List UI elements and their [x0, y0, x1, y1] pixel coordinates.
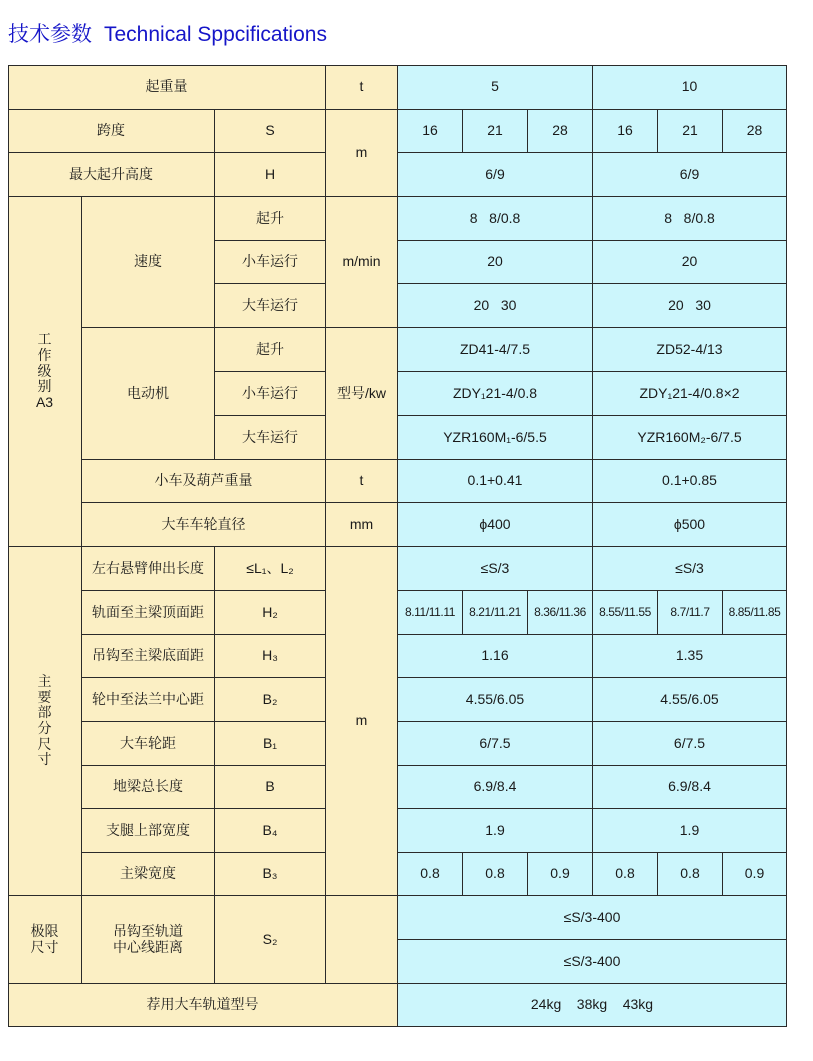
rail-label: 荐用大车轨道型号	[8, 984, 398, 1027]
title-en: Technical Sppcifications	[104, 23, 327, 46]
motor-trolley-10t: ZDY₁21-4/0.8×2	[593, 372, 787, 416]
wheel-to-flange-5t: 4.55/6.05	[398, 678, 593, 722]
limit-value-1: ≤S/3-400	[398, 896, 787, 940]
girder-width-value: 0.8	[398, 853, 463, 896]
hook-to-bottom-label: 吊钩至主梁底面距	[82, 635, 215, 678]
wheel-diameter-unit: mm	[326, 503, 398, 547]
lift-height-symbol: H	[215, 153, 326, 197]
motor-hoist-5t: ZD41-4/7.5	[398, 328, 593, 372]
wheel-diameter-5t: ϕ400	[398, 503, 593, 547]
capacity-10t: 10	[593, 65, 787, 110]
capacity-5t: 5	[398, 65, 593, 110]
rail-to-top-value: 8.7/11.7	[658, 591, 723, 635]
span-label: 跨度	[8, 110, 215, 153]
speed-crane-10t: 20 30	[593, 284, 787, 328]
leg-width-label: 支腿上部宽度	[82, 809, 215, 853]
speed-hoist-10t: 8 8/0.8	[593, 197, 787, 241]
wheelbase-label: 大车轮距	[82, 722, 215, 766]
rail-to-top-value: 8.85/11.85	[723, 591, 787, 635]
lift-height-label: 最大起升高度	[8, 153, 215, 197]
girder-width-value: 0.8	[463, 853, 528, 896]
hook-to-bottom-5t: 1.16	[398, 635, 593, 678]
span-value: 21	[658, 110, 723, 153]
lift-height-10t: 6/9	[593, 153, 787, 197]
span-height-unit: m	[326, 110, 398, 197]
motor-hoist-10t: ZD52-4/13	[593, 328, 787, 372]
motor-hoist-label: 起升	[215, 328, 326, 372]
beam-length-5t: 6.9/8.4	[398, 766, 593, 809]
wheel-to-flange-symbol: B₂	[215, 678, 326, 722]
limit-group-label: 极限 尺寸	[8, 896, 82, 984]
cantilever-symbol: ≤L₁、L₂	[215, 547, 326, 591]
capacity-unit: t	[326, 65, 398, 110]
motor-trolley-5t: ZDY₁21-4/0.8	[398, 372, 593, 416]
hook-to-bottom-10t: 1.35	[593, 635, 787, 678]
rail-value: 24kg 38kg 43kg	[398, 984, 787, 1027]
girder-width-value: 0.9	[723, 853, 787, 896]
rail-to-top-label: 轨面至主梁顶面距	[82, 591, 215, 635]
cantilever-label: 左右悬臂伸出长度	[82, 547, 215, 591]
span-value: 28	[723, 110, 787, 153]
speed-trolley-label: 小车运行	[215, 241, 326, 284]
wheelbase-5t: 6/7.5	[398, 722, 593, 766]
lift-height-5t: 6/9	[398, 153, 593, 197]
span-value: 16	[398, 110, 463, 153]
wheel-diameter-10t: ϕ500	[593, 503, 787, 547]
motor-unit: 型号/kw	[326, 328, 398, 460]
limit-symbol: S₂	[215, 896, 326, 984]
cantilever-10t: ≤S/3	[593, 547, 787, 591]
trolley-weight-5t: 0.1+0.41	[398, 460, 593, 503]
leg-width-symbol: B₄	[215, 809, 326, 853]
wheel-to-flange-10t: 4.55/6.05	[593, 678, 787, 722]
main-dims-unit: m	[326, 547, 398, 896]
limit-value-2: ≤S/3-400	[398, 940, 787, 984]
rail-to-top-value: 8.21/11.21	[463, 591, 528, 635]
span-value: 16	[593, 110, 658, 153]
leg-width-5t: 1.9	[398, 809, 593, 853]
motor-crane-10t: YZR160M₂-6/7.5	[593, 416, 787, 460]
speed-label: 速度	[82, 197, 215, 328]
speed-hoist-label: 起升	[215, 197, 326, 241]
beam-length-10t: 6.9/8.4	[593, 766, 787, 809]
speed-unit: m/min	[326, 197, 398, 328]
girder-width-value: 0.8	[593, 853, 658, 896]
motor-crane-label: 大车运行	[215, 416, 326, 460]
wheel-diameter-label: 大车车轮直径	[82, 503, 326, 547]
wheelbase-symbol: B₁	[215, 722, 326, 766]
girder-width-value: 0.9	[528, 853, 593, 896]
rail-to-top-value: 8.55/11.55	[593, 591, 658, 635]
motor-trolley-label: 小车运行	[215, 372, 326, 416]
speed-crane-label: 大车运行	[215, 284, 326, 328]
girder-width-label: 主梁宽度	[82, 853, 215, 896]
span-symbol: S	[215, 110, 326, 153]
beam-length-symbol: B	[215, 766, 326, 809]
speed-trolley-10t: 20	[593, 241, 787, 284]
rail-to-top-value: 8.11/11.11	[398, 591, 463, 635]
hook-to-bottom-symbol: H₃	[215, 635, 326, 678]
cantilever-5t: ≤S/3	[398, 547, 593, 591]
capacity-label: 起重量	[8, 65, 326, 110]
limit-label: 吊钩至轨道 中心线距离	[82, 896, 215, 984]
beam-length-label: 地梁总长度	[82, 766, 215, 809]
girder-width-value: 0.8	[658, 853, 723, 896]
title-zh: 技术参数	[8, 23, 92, 46]
speed-trolley-5t: 20	[398, 241, 593, 284]
motor-crane-5t: YZR160M₁-6/5.5	[398, 416, 593, 460]
main-dims-group-label: 主 要 部 分 尺 寸	[8, 547, 82, 896]
rail-to-top-value: 8.36/11.36	[528, 591, 593, 635]
speed-crane-5t: 20 30	[398, 284, 593, 328]
trolley-weight-10t: 0.1+0.85	[593, 460, 787, 503]
span-value: 28	[528, 110, 593, 153]
motor-label: 电动机	[82, 328, 215, 460]
wheelbase-10t: 6/7.5	[593, 722, 787, 766]
girder-width-symbol: B₃	[215, 853, 326, 896]
wheel-to-flange-label: 轮中至法兰中心距	[82, 678, 215, 722]
rail-to-top-symbol: H₂	[215, 591, 326, 635]
trolley-weight-label: 小车及葫芦重量	[82, 460, 326, 503]
span-value: 21	[463, 110, 528, 153]
speed-hoist-5t: 8 8/0.8	[398, 197, 593, 241]
trolley-weight-unit: t	[326, 460, 398, 503]
leg-width-10t: 1.9	[593, 809, 787, 853]
work-class-group-label: 工 作 级 别 A3	[8, 197, 82, 547]
limit-unit-blank	[326, 896, 398, 984]
